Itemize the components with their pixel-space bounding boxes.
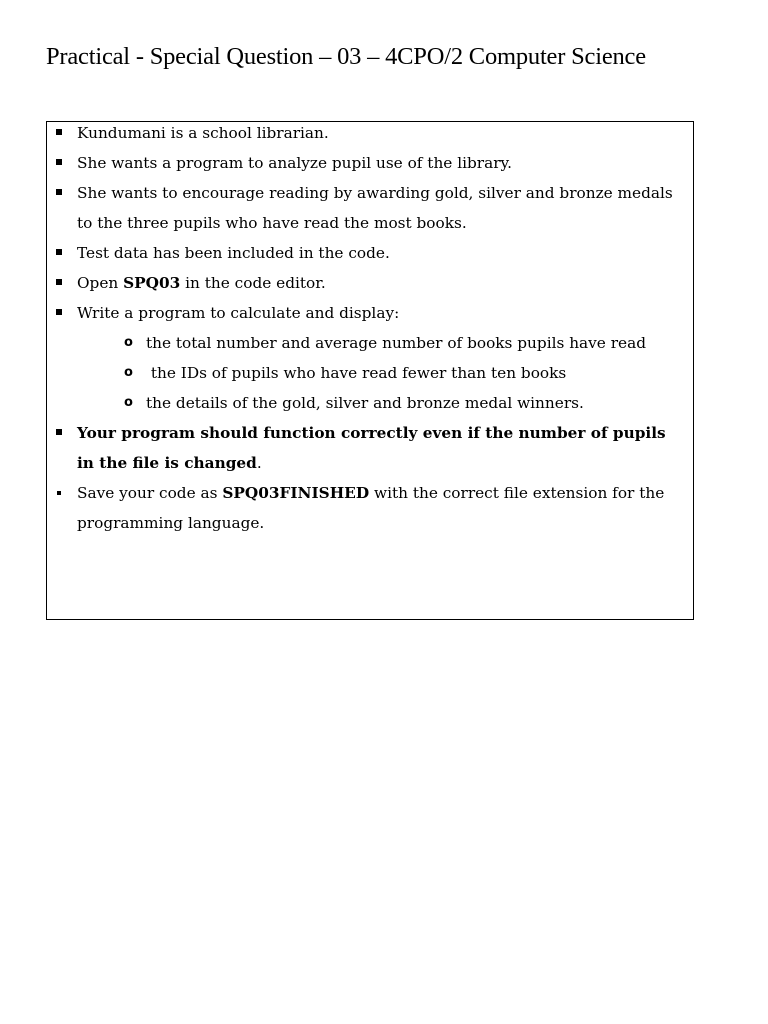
file-name: SPQ03FINISHED xyxy=(222,484,370,502)
instruction-list xyxy=(47,118,693,538)
list-item xyxy=(47,418,693,478)
emphasis-text: Your program should function correctly even if the number of pupils in the file is changed xyxy=(77,424,666,472)
list-item-text: Save your code as xyxy=(77,484,223,502)
sub-list-item-text: the total number and average number of books pupils have read xyxy=(146,334,646,352)
sub-list-item xyxy=(47,328,693,358)
square-bullet-icon xyxy=(56,279,62,285)
list-item xyxy=(47,268,693,298)
list-item xyxy=(47,148,693,178)
instructions-box xyxy=(46,121,694,620)
list-item-text: Write a program to calculate and display: xyxy=(77,304,400,322)
list-item-text: in the code editor. xyxy=(180,274,326,292)
square-bullet-icon xyxy=(56,159,62,165)
list-item xyxy=(47,178,693,238)
circle-bullet-icon: o xyxy=(124,365,133,380)
list-item xyxy=(47,298,693,328)
file-name: SPQ03 xyxy=(123,274,181,292)
list-item-text: . xyxy=(256,454,262,472)
list-item xyxy=(47,478,693,538)
list-item-text: Test data has been included in the code. xyxy=(77,244,390,262)
list-item-text: She wants a program to analyze pupil use of the library. xyxy=(77,154,513,172)
list-item xyxy=(47,118,693,148)
square-bullet-icon xyxy=(56,129,62,135)
square-bullet-icon xyxy=(56,309,62,315)
sub-list-item xyxy=(47,358,693,388)
square-bullet-icon xyxy=(57,491,61,495)
page-title: Practical - Special Question – 03 – 4CPO/2 Computer Science xyxy=(46,43,646,70)
circle-bullet-icon: o xyxy=(124,395,133,410)
list-item-text: She wants to encourage reading by awarding gold, silver and bronze medals to the three pupils who have read the most books. xyxy=(77,184,673,232)
square-bullet-icon xyxy=(56,249,62,255)
sub-list-item xyxy=(47,388,693,418)
list-item-text: with the correct file extension for the programming language. xyxy=(77,484,665,532)
square-bullet-icon xyxy=(56,429,62,435)
list-item xyxy=(47,238,693,268)
sub-list-item-text: the details of the gold, silver and bronze medal winners. xyxy=(146,394,584,412)
sub-list-item-text: the IDs of pupils who have read fewer than ten books xyxy=(146,364,567,382)
square-bullet-icon xyxy=(56,189,62,195)
list-item-text: Open xyxy=(77,274,124,292)
list-item-text: Kundumani is a school librarian. xyxy=(77,124,329,142)
circle-bullet-icon: o xyxy=(124,335,133,350)
